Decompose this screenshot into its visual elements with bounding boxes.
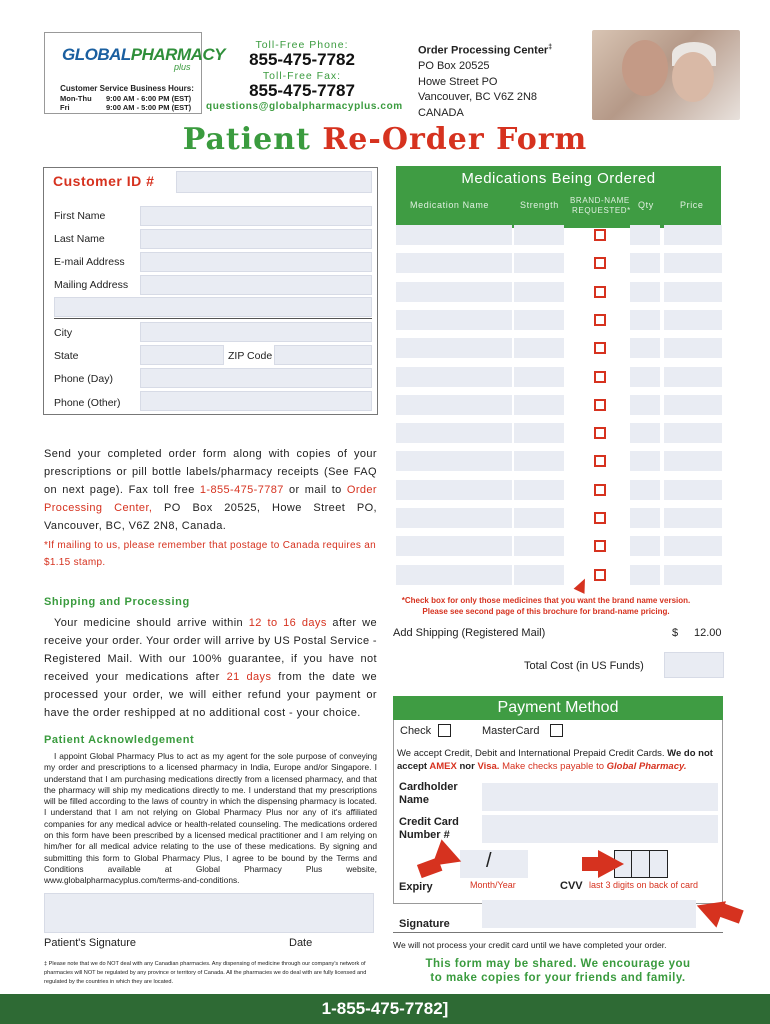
total-cost-label: Total Cost (in US Funds) xyxy=(524,660,644,672)
visa: Visa. xyxy=(477,761,500,772)
col-qty: Qty xyxy=(638,200,654,210)
price-field[interactable] xyxy=(664,225,722,245)
qty-field[interactable] xyxy=(630,536,660,556)
med-name-field[interactable] xyxy=(396,423,512,443)
hours-day-1: Fri xyxy=(60,103,70,112)
strength-field[interactable] xyxy=(514,338,564,358)
tollfree-phone-label: Toll-Free Phone: xyxy=(255,39,349,51)
brand-note xyxy=(396,595,696,617)
seniors-photo xyxy=(592,30,740,120)
qty-field[interactable] xyxy=(630,451,660,471)
divider xyxy=(54,318,372,319)
brand-name-checkbox[interactable] xyxy=(594,455,606,467)
med-name-field[interactable] xyxy=(396,395,512,415)
price-field[interactable] xyxy=(664,310,722,330)
qty-field[interactable] xyxy=(630,423,660,443)
last-name-field[interactable] xyxy=(140,229,372,249)
hours-title: Customer Service Business Hours: xyxy=(60,84,194,93)
strength-field[interactable] xyxy=(514,451,564,471)
postage-note: *If mailing to us, please remember that postage to Canada requires an $1.15 stamp. xyxy=(44,540,376,568)
customer-id-label: Customer ID # xyxy=(53,173,155,189)
col-strength: Strength xyxy=(520,200,559,210)
brand-name-checkbox[interactable] xyxy=(594,540,606,552)
shipping-part3: from the date we processed your order, we will either refund your payment or have the order reshipped at no additional cost - your choice. xyxy=(44,671,377,719)
strength-field[interactable] xyxy=(514,395,564,415)
disclaimer: ‡ Please note that we do NOT deal with any Canadian pharmacies. Any dispensing of medicine through our company's network of pharmacies will NOT be regulated by any province or territory of Canada. All the pharmacies we do deal with are fully licensed and regulated by the countries in which they are located. xyxy=(44,961,367,985)
mailing-address-label: Mailing Address xyxy=(54,279,129,291)
opc-line-2: Vancouver, BC V6Z 2N8 xyxy=(418,91,538,104)
brand-name-checkbox[interactable] xyxy=(594,569,606,581)
cvv-label: CVV xyxy=(560,880,583,892)
footer-phone[interactable]: 1-855-475-7782] xyxy=(321,999,449,1018)
title-part1: Patient xyxy=(182,122,323,157)
qty-field[interactable] xyxy=(630,565,660,585)
amex: AMEX xyxy=(429,761,457,772)
state-field[interactable] xyxy=(140,345,224,365)
shipping-part2: after we receive your order. Your order will arrive by US Postal Service - Registered Mail. With our 100% guarantee, if you have not received your medications after xyxy=(44,617,377,683)
page-title xyxy=(0,122,770,157)
expiry-field[interactable] xyxy=(460,850,528,878)
city-label: City xyxy=(54,327,73,339)
opc-line-3: CANADA xyxy=(418,106,464,119)
cc-number-field[interactable] xyxy=(482,815,718,843)
accept-text xyxy=(397,747,723,773)
ack-text: I appoint Global Pharmacy Plus to act as my agent for the sole purpose of conveying my order and prescriptions to a licensed pharmacy in India, Europe and/or Singapore. I understand that I am purchasing medications directly from a licensed pharmacy, and that the pharmacy will ship my medications directly to me. I understand that my prescriptions will be filled according to the laws of country in which the dispensing pharmacy is located. I understand that I am not relying on Global Pharmacy Plus nor any of it's affiliated companies for any medical advice or health-related counseling. The medications ordered on this form have been prescribed by a licensed medical practitioner and I am relying on him/her for all medical advice relating to the use of these medications. By signing and submitting this form to Global Pharmacy Plus, I agree to be bound by the Terms and Conditions available at Global Pharmacy Plus website, www.globalpharmacyplus.com/terms-and-conditions. xyxy=(44,751,377,886)
qty-field[interactable] xyxy=(630,480,660,500)
price-field[interactable] xyxy=(664,282,722,302)
brand-note-2: Please see second page of this brochure for brand-name pricing. xyxy=(422,607,670,616)
strength-field[interactable] xyxy=(514,536,564,556)
ack-heading: Patient Acknowledgement xyxy=(44,734,195,746)
email-label: E-mail Address xyxy=(54,256,125,268)
qty-field[interactable] xyxy=(630,253,660,273)
brand-name-checkbox[interactable] xyxy=(594,229,606,241)
med-name-field[interactable] xyxy=(396,536,512,556)
brand-name-checkbox[interactable] xyxy=(594,342,606,354)
share-line-2: to make copies for your friends and family. xyxy=(430,972,686,984)
med-name-field[interactable] xyxy=(396,225,512,245)
med-name-field[interactable] xyxy=(396,367,512,387)
brand-name-checkbox[interactable] xyxy=(594,257,606,269)
brand-name-checkbox[interactable] xyxy=(594,314,606,326)
phone-other-field[interactable] xyxy=(140,391,372,411)
cvv-divider xyxy=(649,851,650,877)
first-name-field[interactable] xyxy=(140,206,372,226)
shipping-heading: Shipping and Processing xyxy=(44,596,190,608)
month-year-hint: Month/Year xyxy=(470,880,516,890)
customer-id-field[interactable] xyxy=(176,171,372,193)
signature-label: Signature xyxy=(399,918,450,930)
payment-header: Payment Method xyxy=(393,696,723,720)
phone-day-field[interactable] xyxy=(140,368,372,388)
logo-global: GLOBAL xyxy=(62,45,131,64)
brand-name-checkbox[interactable] xyxy=(594,512,606,524)
global-pharmacy-payee: Global Pharmacy. xyxy=(606,761,687,772)
instructions-text xyxy=(44,445,377,535)
mastercard-checkbox[interactable] xyxy=(550,724,563,737)
strength-field[interactable] xyxy=(514,508,564,528)
cc-number-label: Credit Card Number # xyxy=(399,816,459,841)
mailing-address-field-2[interactable] xyxy=(54,297,372,317)
accept-part2: We do not accept xyxy=(397,748,713,772)
signature-field[interactable] xyxy=(482,900,696,928)
qty-field[interactable] xyxy=(630,282,660,302)
share-note xyxy=(393,957,723,985)
brand-name-checkbox[interactable] xyxy=(594,484,606,496)
med-name-field[interactable] xyxy=(396,565,512,585)
med-name-field[interactable] xyxy=(396,508,512,528)
opc-line-1: Howe Street PO xyxy=(418,75,498,88)
strength-field[interactable] xyxy=(514,310,564,330)
price-field[interactable] xyxy=(664,367,722,387)
shipping-part1: Your medicine should arrive within xyxy=(54,617,249,629)
instructions-part3: PO Box 20525, Howe Street PO, Vancouver, BC, V6Z 2N8, Canada. xyxy=(44,502,378,532)
zip-field[interactable] xyxy=(274,345,372,365)
shipping-currency: $ xyxy=(672,627,679,639)
arrow-up-icon xyxy=(574,576,591,594)
price-field[interactable] xyxy=(664,480,722,500)
opc-title: Order Processing Center xyxy=(418,44,549,57)
tollfree-fax: 855-475-7787 xyxy=(249,81,355,100)
opc-sup: ‡ xyxy=(548,44,553,51)
med-name-field[interactable] xyxy=(396,451,512,471)
city-field[interactable] xyxy=(140,322,372,342)
strength-field[interactable] xyxy=(514,282,564,302)
qty-field[interactable] xyxy=(630,367,660,387)
price-field[interactable] xyxy=(664,423,722,443)
brand-note-1: *Check box for only those medicines that you want the brand name version. xyxy=(401,596,691,605)
date-label: Date xyxy=(289,937,313,949)
meds-title: Medications Being Ordered xyxy=(461,170,656,187)
fax-number: 1-855-475-7787 xyxy=(199,484,284,496)
checks-text: Make checks payable to xyxy=(499,761,607,772)
price-field[interactable] xyxy=(664,536,722,556)
shipping-text xyxy=(44,614,377,722)
zip-label: ZIP Code xyxy=(228,350,273,362)
share-line-1: This form may be shared. We encourage you xyxy=(425,958,691,970)
col-brand-1: BRAND-NAME xyxy=(570,196,630,205)
logo-pharmacy: PHARMACY xyxy=(130,45,226,64)
strength-field[interactable] xyxy=(514,225,564,245)
mastercard-label: MasterCard xyxy=(482,725,540,737)
med-name-field[interactable] xyxy=(396,282,512,302)
patient-signature-label: Patient's Signature xyxy=(44,937,136,949)
instructions-part1: Send your completed order form along with copies of your prescriptions or pill bottle labels/pharmacy receipts (See FAQ on next page). Fax toll free xyxy=(44,448,377,496)
brand-name-checkbox[interactable] xyxy=(594,371,606,383)
shipping-days1: 12 to 16 days xyxy=(248,617,327,629)
qty-field[interactable] xyxy=(630,338,660,358)
hours-day-0: Mon-Thu xyxy=(60,94,92,103)
phone-day-label: Phone (Day) xyxy=(54,373,113,385)
order-processing-address xyxy=(418,40,552,121)
qty-field[interactable] xyxy=(630,225,660,245)
price-field[interactable] xyxy=(664,253,722,273)
cardholder-field[interactable] xyxy=(482,783,718,811)
signature-line xyxy=(393,932,723,933)
logo-plus: plus xyxy=(174,62,191,72)
strength-field[interactable] xyxy=(514,253,564,273)
hours-time-0: 9:00 AM - 6:00 PM (EST) xyxy=(106,94,192,103)
price-field[interactable] xyxy=(664,508,722,528)
strength-field[interactable] xyxy=(514,367,564,387)
opc-line-0: PO Box 20525 xyxy=(418,60,490,73)
qty-field[interactable] xyxy=(630,395,660,415)
hours-time-1: 9:00 AM - 5:00 PM (EST) xyxy=(106,103,192,112)
title-part2: Re-Order Form xyxy=(322,122,588,157)
brand-name-checkbox[interactable] xyxy=(594,427,606,439)
arrow-right-icon xyxy=(598,850,624,878)
expiry-label: Expiry xyxy=(399,881,433,893)
patient-signature-field[interactable] xyxy=(44,893,374,933)
phone-other-label: Phone (Other) xyxy=(54,397,121,409)
check-label: Check xyxy=(400,725,432,737)
med-name-field[interactable] xyxy=(396,253,512,273)
qty-field[interactable] xyxy=(630,310,660,330)
cvv-hint: last 3 digits on back of card xyxy=(589,880,699,890)
tollfree-fax-label: Toll-Free Fax: xyxy=(262,70,342,82)
state-label: State xyxy=(54,350,79,362)
total-cost-field[interactable] xyxy=(664,652,724,678)
col-brand-2: REQUESTED* xyxy=(572,206,631,215)
strength-field[interactable] xyxy=(514,423,564,443)
strength-field[interactable] xyxy=(514,480,564,500)
strength-field[interactable] xyxy=(514,565,564,585)
last-name-label: Last Name xyxy=(54,233,105,245)
shipping-days2: 21 days xyxy=(226,671,272,683)
med-name-field[interactable] xyxy=(396,480,512,500)
brand-name-checkbox[interactable] xyxy=(594,399,606,411)
first-name-label: First Name xyxy=(54,210,106,222)
tollfree-phone[interactable]: 855-475-7782 xyxy=(249,50,355,69)
qty-field[interactable] xyxy=(630,508,660,528)
shipping-cost: 12.00 xyxy=(694,627,722,639)
col-medication-name: Medication Name xyxy=(410,200,490,210)
med-name-field[interactable] xyxy=(396,310,512,330)
email-field[interactable] xyxy=(140,252,372,272)
accept-part1: We accept Credit, Debit and International Prepaid Credit Cards. xyxy=(397,748,665,759)
mailing-address-field[interactable] xyxy=(140,275,372,295)
price-field[interactable] xyxy=(664,451,722,471)
opc-ref: Order Processing Center, xyxy=(44,484,377,514)
col-price: Price xyxy=(680,200,704,210)
instructions-part2: or mail to xyxy=(283,484,347,496)
email-link[interactable]: questions@globalpharmacyplus.com xyxy=(206,101,403,112)
cardholder-label: Cardholder Name xyxy=(399,781,458,806)
shipping-label: Add Shipping (Registered Mail) xyxy=(393,627,546,639)
price-field[interactable] xyxy=(664,338,722,358)
price-field[interactable] xyxy=(664,565,722,585)
brand-name-checkbox[interactable] xyxy=(594,286,606,298)
processing-notice: We will not process your credit card until we have completed your order. xyxy=(393,940,667,950)
price-field[interactable] xyxy=(664,395,722,415)
med-name-field[interactable] xyxy=(396,338,512,358)
nor: nor xyxy=(456,761,478,772)
global-pharmacy-logo xyxy=(62,45,225,65)
check-checkbox[interactable] xyxy=(438,724,451,737)
expiry-slash: / xyxy=(486,850,492,872)
cvv-divider xyxy=(631,851,632,877)
